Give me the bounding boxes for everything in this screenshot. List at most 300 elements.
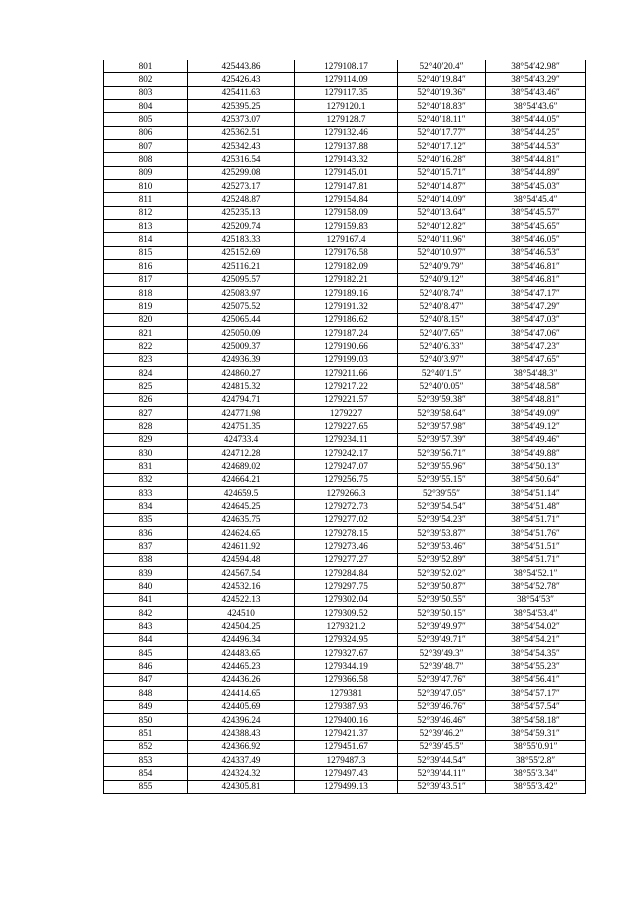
latitude-cell: 52°40′11.96″ bbox=[398, 233, 486, 246]
point-number-cell: 847 bbox=[104, 673, 188, 686]
point-number-cell: 852 bbox=[104, 740, 188, 753]
longitude-cell: 38°54′52.1″ bbox=[486, 567, 586, 580]
point-number-cell: 803 bbox=[104, 86, 188, 99]
y-coordinate-cell: 1279227.65 bbox=[295, 420, 398, 433]
longitude-cell: 38°54′54.21″ bbox=[486, 633, 586, 646]
latitude-cell: 52°40′18.83″ bbox=[398, 100, 486, 113]
table-row bbox=[104, 500, 586, 513]
latitude-cell: 52°40′9.12″ bbox=[398, 273, 486, 286]
y-coordinate-cell: 1279167.4 bbox=[295, 233, 398, 246]
longitude-cell: 38°54′51.71″ bbox=[486, 513, 586, 526]
longitude-cell: 38°54′57.17″ bbox=[486, 687, 586, 700]
point-number-cell: 839 bbox=[104, 567, 188, 580]
x-coordinate-cell: 425411.63 bbox=[188, 86, 295, 99]
y-coordinate-cell: 1279266.3 bbox=[295, 487, 398, 500]
latitude-cell: 52°39′57.39″ bbox=[398, 433, 486, 446]
table-row bbox=[104, 73, 586, 86]
x-coordinate-cell: 424436.26 bbox=[188, 673, 295, 686]
y-coordinate-cell: 1279366.58 bbox=[295, 673, 398, 686]
latitude-cell: 52°40′19.36″ bbox=[398, 86, 486, 99]
x-coordinate-cell: 424815.32 bbox=[188, 380, 295, 393]
latitude-cell: 52°40′6.33″ bbox=[398, 340, 486, 353]
longitude-cell: 38°54′50.64″ bbox=[486, 473, 586, 486]
point-number-cell: 825 bbox=[104, 380, 188, 393]
longitude-cell: 38°54′52.78″ bbox=[486, 580, 586, 593]
longitude-cell: 38°54′47.65″ bbox=[486, 353, 586, 366]
longitude-cell: 38°54′45.57″ bbox=[486, 206, 586, 219]
point-number-cell: 834 bbox=[104, 500, 188, 513]
longitude-cell: 38°54′45.03″ bbox=[486, 180, 586, 193]
table-row bbox=[104, 86, 586, 99]
y-coordinate-cell: 1279191.32 bbox=[295, 300, 398, 313]
x-coordinate-cell: 425083.97 bbox=[188, 286, 295, 299]
table-row bbox=[104, 420, 586, 433]
x-coordinate-cell: 425426.43 bbox=[188, 73, 295, 86]
y-coordinate-cell: 1279273.46 bbox=[295, 540, 398, 553]
y-coordinate-cell: 1279132.46 bbox=[295, 126, 398, 139]
table-row bbox=[104, 366, 586, 379]
point-number-cell: 830 bbox=[104, 446, 188, 459]
longitude-cell: 38°54′42.98″ bbox=[486, 60, 586, 73]
table-row bbox=[104, 126, 586, 139]
longitude-cell: 38°54′45.4″ bbox=[486, 193, 586, 206]
point-number-cell: 823 bbox=[104, 353, 188, 366]
longitude-cell: 38°55′3.34″ bbox=[486, 767, 586, 780]
x-coordinate-cell: 424860.27 bbox=[188, 366, 295, 379]
point-number-cell: 845 bbox=[104, 647, 188, 660]
y-coordinate-cell: 1279242.17 bbox=[295, 446, 398, 459]
latitude-cell: 52°39′47.76″ bbox=[398, 673, 486, 686]
latitude-cell: 52°40′20.4″ bbox=[398, 60, 486, 73]
y-coordinate-cell: 1279108.17 bbox=[295, 60, 398, 73]
point-number-cell: 820 bbox=[104, 313, 188, 326]
coordinates-table bbox=[103, 60, 586, 794]
longitude-cell: 38°54′51.76″ bbox=[486, 527, 586, 540]
x-coordinate-cell: 425273.17 bbox=[188, 180, 295, 193]
x-coordinate-cell: 424366.92 bbox=[188, 740, 295, 753]
y-coordinate-cell: 1279234.11 bbox=[295, 433, 398, 446]
table-row bbox=[104, 246, 586, 259]
longitude-cell: 38°54′47.06″ bbox=[486, 326, 586, 339]
y-coordinate-cell: 1279284.84 bbox=[295, 567, 398, 580]
x-coordinate-cell: 424388.43 bbox=[188, 727, 295, 740]
point-number-cell: 816 bbox=[104, 260, 188, 273]
y-coordinate-cell: 1279451.67 bbox=[295, 740, 398, 753]
table-row bbox=[104, 673, 586, 686]
y-coordinate-cell: 1279182.21 bbox=[295, 273, 398, 286]
y-coordinate-cell: 1279400.16 bbox=[295, 713, 398, 726]
point-number-cell: 827 bbox=[104, 406, 188, 419]
x-coordinate-cell: 424483.65 bbox=[188, 647, 295, 660]
x-coordinate-cell: 425395.25 bbox=[188, 100, 295, 113]
latitude-cell: 52°40′12.82″ bbox=[398, 220, 486, 233]
latitude-cell: 52°40′14.87″ bbox=[398, 180, 486, 193]
table-row bbox=[104, 700, 586, 713]
x-coordinate-cell: 425009.37 bbox=[188, 340, 295, 353]
table-row bbox=[104, 740, 586, 753]
longitude-cell: 38°54′44.05″ bbox=[486, 113, 586, 126]
x-coordinate-cell: 424771.98 bbox=[188, 406, 295, 419]
point-number-cell: 817 bbox=[104, 273, 188, 286]
x-coordinate-cell: 425235.13 bbox=[188, 206, 295, 219]
y-coordinate-cell: 1279176.58 bbox=[295, 246, 398, 259]
x-coordinate-cell: 424611.92 bbox=[188, 540, 295, 553]
y-coordinate-cell: 1279217.22 bbox=[295, 380, 398, 393]
y-coordinate-cell: 1279211.66 bbox=[295, 366, 398, 379]
latitude-cell: 52°40′3.97″ bbox=[398, 353, 486, 366]
point-number-cell: 846 bbox=[104, 660, 188, 673]
latitude-cell: 52°40′8.15″ bbox=[398, 313, 486, 326]
point-number-cell: 832 bbox=[104, 473, 188, 486]
longitude-cell: 38°54′46.53″ bbox=[486, 246, 586, 259]
latitude-cell: 52°39′52.02″ bbox=[398, 567, 486, 580]
table-row bbox=[104, 300, 586, 313]
x-coordinate-cell: 424751.35 bbox=[188, 420, 295, 433]
y-coordinate-cell: 1279154.84 bbox=[295, 193, 398, 206]
latitude-cell: 52°40′16.28″ bbox=[398, 153, 486, 166]
table-row bbox=[104, 380, 586, 393]
table-row bbox=[104, 166, 586, 179]
latitude-cell: 52°40′17.77″ bbox=[398, 126, 486, 139]
table-row bbox=[104, 433, 586, 446]
latitude-cell: 52°39′55.96″ bbox=[398, 460, 486, 473]
longitude-cell: 38°54′49.12″ bbox=[486, 420, 586, 433]
table-body bbox=[104, 60, 586, 793]
x-coordinate-cell: 424794.71 bbox=[188, 393, 295, 406]
longitude-cell: 38°54′50.13″ bbox=[486, 460, 586, 473]
y-coordinate-cell: 1279159.83 bbox=[295, 220, 398, 233]
longitude-cell: 38°54′43.46″ bbox=[486, 86, 586, 99]
longitude-cell: 38°54′54.02″ bbox=[486, 620, 586, 633]
longitude-cell: 38°54′56.41″ bbox=[486, 673, 586, 686]
x-coordinate-cell: 425443.86 bbox=[188, 60, 295, 73]
point-number-cell: 843 bbox=[104, 620, 188, 633]
point-number-cell: 851 bbox=[104, 727, 188, 740]
y-coordinate-cell: 1279117.35 bbox=[295, 86, 398, 99]
latitude-cell: 52°40′9.79″ bbox=[398, 260, 486, 273]
point-number-cell: 815 bbox=[104, 246, 188, 259]
longitude-cell: 38°54′53″ bbox=[486, 593, 586, 606]
latitude-cell: 52°39′56.71″ bbox=[398, 446, 486, 459]
x-coordinate-cell: 425316.54 bbox=[188, 153, 295, 166]
x-coordinate-cell: 425342.43 bbox=[188, 140, 295, 153]
latitude-cell: 52°39′59.38″ bbox=[398, 393, 486, 406]
longitude-cell: 38°54′47.29″ bbox=[486, 300, 586, 313]
y-coordinate-cell: 1279497.43 bbox=[295, 767, 398, 780]
table-row bbox=[104, 687, 586, 700]
x-coordinate-cell: 425248.87 bbox=[188, 193, 295, 206]
x-coordinate-cell: 424405.69 bbox=[188, 700, 295, 713]
x-coordinate-cell: 424936.39 bbox=[188, 353, 295, 366]
x-coordinate-cell: 425065.44 bbox=[188, 313, 295, 326]
table-row bbox=[104, 60, 586, 73]
point-number-cell: 801 bbox=[104, 60, 188, 73]
x-coordinate-cell: 424733.4 bbox=[188, 433, 295, 446]
y-coordinate-cell: 1279199.03 bbox=[295, 353, 398, 366]
latitude-cell: 52°40′18.11″ bbox=[398, 113, 486, 126]
point-number-cell: 813 bbox=[104, 220, 188, 233]
y-coordinate-cell: 1279487.3 bbox=[295, 753, 398, 766]
x-coordinate-cell: 424522.13 bbox=[188, 593, 295, 606]
point-number-cell: 829 bbox=[104, 433, 188, 446]
x-coordinate-cell: 424594.48 bbox=[188, 553, 295, 566]
longitude-cell: 38°54′53.4″ bbox=[486, 607, 586, 620]
point-number-cell: 833 bbox=[104, 487, 188, 500]
point-number-cell: 848 bbox=[104, 687, 188, 700]
longitude-cell: 38°54′44.81″ bbox=[486, 153, 586, 166]
longitude-cell: 38°54′51.71″ bbox=[486, 553, 586, 566]
x-coordinate-cell: 424337.49 bbox=[188, 753, 295, 766]
table-row bbox=[104, 727, 586, 740]
table-row bbox=[104, 260, 586, 273]
latitude-cell: 52°40′0.05″ bbox=[398, 380, 486, 393]
point-number-cell: 824 bbox=[104, 366, 188, 379]
table-row bbox=[104, 647, 586, 660]
table-row bbox=[104, 593, 586, 606]
table-row bbox=[104, 406, 586, 419]
table-row bbox=[104, 153, 586, 166]
x-coordinate-cell: 424305.81 bbox=[188, 780, 295, 793]
y-coordinate-cell: 1279381 bbox=[295, 687, 398, 700]
y-coordinate-cell: 1279221.57 bbox=[295, 393, 398, 406]
point-number-cell: 826 bbox=[104, 393, 188, 406]
y-coordinate-cell: 1279421.37 bbox=[295, 727, 398, 740]
point-number-cell: 838 bbox=[104, 553, 188, 566]
point-number-cell: 849 bbox=[104, 700, 188, 713]
point-number-cell: 819 bbox=[104, 300, 188, 313]
y-coordinate-cell: 1279309.52 bbox=[295, 607, 398, 620]
x-coordinate-cell: 424689.02 bbox=[188, 460, 295, 473]
table-row bbox=[104, 113, 586, 126]
x-coordinate-cell: 424659.5 bbox=[188, 487, 295, 500]
point-number-cell: 812 bbox=[104, 206, 188, 219]
point-number-cell: 808 bbox=[104, 153, 188, 166]
longitude-cell: 38°54′44.53″ bbox=[486, 140, 586, 153]
latitude-cell: 52°39′46.76″ bbox=[398, 700, 486, 713]
x-coordinate-cell: 424324.32 bbox=[188, 767, 295, 780]
table-row bbox=[104, 553, 586, 566]
longitude-cell: 38°54′49.09″ bbox=[486, 406, 586, 419]
point-number-cell: 809 bbox=[104, 166, 188, 179]
y-coordinate-cell: 1279324.95 bbox=[295, 633, 398, 646]
longitude-cell: 38°54′44.89″ bbox=[486, 166, 586, 179]
point-number-cell: 821 bbox=[104, 326, 188, 339]
latitude-cell: 52°39′50.87″ bbox=[398, 580, 486, 593]
y-coordinate-cell: 1279302.04 bbox=[295, 593, 398, 606]
point-number-cell: 806 bbox=[104, 126, 188, 139]
longitude-cell: 38°54′58.18″ bbox=[486, 713, 586, 726]
x-coordinate-cell: 424396.24 bbox=[188, 713, 295, 726]
y-coordinate-cell: 1279499.13 bbox=[295, 780, 398, 793]
latitude-cell: 52°40′13.64″ bbox=[398, 206, 486, 219]
point-number-cell: 853 bbox=[104, 753, 188, 766]
y-coordinate-cell: 1279387.93 bbox=[295, 700, 398, 713]
latitude-cell: 52°39′49.97″ bbox=[398, 620, 486, 633]
latitude-cell: 52°39′57.98″ bbox=[398, 420, 486, 433]
y-coordinate-cell: 1279114.09 bbox=[295, 73, 398, 86]
x-coordinate-cell: 424496.34 bbox=[188, 633, 295, 646]
latitude-cell: 52°39′48.7″ bbox=[398, 660, 486, 673]
longitude-cell: 38°54′46.05″ bbox=[486, 233, 586, 246]
longitude-cell: 38°54′48.3″ bbox=[486, 366, 586, 379]
longitude-cell: 38°54′43.6″ bbox=[486, 100, 586, 113]
table-row bbox=[104, 580, 586, 593]
x-coordinate-cell: 425362.51 bbox=[188, 126, 295, 139]
x-coordinate-cell: 424414.65 bbox=[188, 687, 295, 700]
y-coordinate-cell: 1279189.16 bbox=[295, 286, 398, 299]
latitude-cell: 52°39′44.54″ bbox=[398, 753, 486, 766]
x-coordinate-cell: 425373.07 bbox=[188, 113, 295, 126]
table-row bbox=[104, 206, 586, 219]
point-number-cell: 810 bbox=[104, 180, 188, 193]
table-row bbox=[104, 446, 586, 459]
latitude-cell: 52°40′14.09″ bbox=[398, 193, 486, 206]
x-coordinate-cell: 424664.21 bbox=[188, 473, 295, 486]
table-row bbox=[104, 313, 586, 326]
latitude-cell: 52°39′50.15″ bbox=[398, 607, 486, 620]
x-coordinate-cell: 425116.21 bbox=[188, 260, 295, 273]
longitude-cell: 38°54′47.17″ bbox=[486, 286, 586, 299]
longitude-cell: 38°54′51.48″ bbox=[486, 500, 586, 513]
point-number-cell: 807 bbox=[104, 140, 188, 153]
y-coordinate-cell: 1279256.75 bbox=[295, 473, 398, 486]
table-row bbox=[104, 620, 586, 633]
table-row bbox=[104, 473, 586, 486]
point-number-cell: 841 bbox=[104, 593, 188, 606]
table-row bbox=[104, 340, 586, 353]
point-number-cell: 837 bbox=[104, 540, 188, 553]
longitude-cell: 38°54′57.54″ bbox=[486, 700, 586, 713]
y-coordinate-cell: 1279182.09 bbox=[295, 260, 398, 273]
table-row bbox=[104, 767, 586, 780]
y-coordinate-cell: 1279190.66 bbox=[295, 340, 398, 353]
y-coordinate-cell: 1279272.73 bbox=[295, 500, 398, 513]
x-coordinate-cell: 424504.25 bbox=[188, 620, 295, 633]
latitude-cell: 52°39′49.3″ bbox=[398, 647, 486, 660]
latitude-cell: 52°40′10.97″ bbox=[398, 246, 486, 259]
latitude-cell: 52°39′53.46″ bbox=[398, 540, 486, 553]
table-row bbox=[104, 393, 586, 406]
point-number-cell: 814 bbox=[104, 233, 188, 246]
y-coordinate-cell: 1279137.88 bbox=[295, 140, 398, 153]
longitude-cell: 38°54′54.35″ bbox=[486, 647, 586, 660]
point-number-cell: 805 bbox=[104, 113, 188, 126]
y-coordinate-cell: 1279327.67 bbox=[295, 647, 398, 660]
point-number-cell: 836 bbox=[104, 527, 188, 540]
point-number-cell: 855 bbox=[104, 780, 188, 793]
latitude-cell: 52°40′15.71″ bbox=[398, 166, 486, 179]
y-coordinate-cell: 1279128.7 bbox=[295, 113, 398, 126]
table-row bbox=[104, 633, 586, 646]
table-row bbox=[104, 353, 586, 366]
latitude-cell: 52°39′46.46″ bbox=[398, 713, 486, 726]
longitude-cell: 38°54′51.51″ bbox=[486, 540, 586, 553]
x-coordinate-cell: 424510 bbox=[188, 607, 295, 620]
table-row bbox=[104, 660, 586, 673]
y-coordinate-cell: 1279145.01 bbox=[295, 166, 398, 179]
table-row bbox=[104, 753, 586, 766]
latitude-cell: 52°39′45.5″ bbox=[398, 740, 486, 753]
y-coordinate-cell: 1279278.15 bbox=[295, 527, 398, 540]
table-row bbox=[104, 527, 586, 540]
longitude-cell: 38°54′59.31″ bbox=[486, 727, 586, 740]
longitude-cell: 38°54′48.81″ bbox=[486, 393, 586, 406]
latitude-cell: 52°40′8.47″ bbox=[398, 300, 486, 313]
longitude-cell: 38°54′55.23″ bbox=[486, 660, 586, 673]
table-row bbox=[104, 193, 586, 206]
point-number-cell: 844 bbox=[104, 633, 188, 646]
x-coordinate-cell: 425299.08 bbox=[188, 166, 295, 179]
table-row bbox=[104, 540, 586, 553]
table-row bbox=[104, 286, 586, 299]
point-number-cell: 828 bbox=[104, 420, 188, 433]
longitude-cell: 38°55′0.91″ bbox=[486, 740, 586, 753]
point-number-cell: 811 bbox=[104, 193, 188, 206]
table-row bbox=[104, 607, 586, 620]
x-coordinate-cell: 425183.33 bbox=[188, 233, 295, 246]
longitude-cell: 38°54′46.81″ bbox=[486, 273, 586, 286]
table-row bbox=[104, 273, 586, 286]
y-coordinate-cell: 1279277.27 bbox=[295, 553, 398, 566]
latitude-cell: 52°39′54.23″ bbox=[398, 513, 486, 526]
table-row bbox=[104, 713, 586, 726]
latitude-cell: 52°39′49.71″ bbox=[398, 633, 486, 646]
table-row bbox=[104, 140, 586, 153]
point-number-cell: 840 bbox=[104, 580, 188, 593]
latitude-cell: 52°40′19.84″ bbox=[398, 73, 486, 86]
latitude-cell: 52°39′54.54″ bbox=[398, 500, 486, 513]
table-row bbox=[104, 487, 586, 500]
y-coordinate-cell: 1279187.24 bbox=[295, 326, 398, 339]
y-coordinate-cell: 1279247.07 bbox=[295, 460, 398, 473]
y-coordinate-cell: 1279227 bbox=[295, 406, 398, 419]
table-row bbox=[104, 220, 586, 233]
x-coordinate-cell: 424635.75 bbox=[188, 513, 295, 526]
latitude-cell: 52°40′8.74″ bbox=[398, 286, 486, 299]
latitude-cell: 52°39′58.64″ bbox=[398, 406, 486, 419]
x-coordinate-cell: 424465.23 bbox=[188, 660, 295, 673]
table-row bbox=[104, 567, 586, 580]
x-coordinate-cell: 425075.52 bbox=[188, 300, 295, 313]
table-row bbox=[104, 180, 586, 193]
latitude-cell: 52°39′50.55″ bbox=[398, 593, 486, 606]
table-row bbox=[104, 460, 586, 473]
y-coordinate-cell: 1279321.2 bbox=[295, 620, 398, 633]
table-row bbox=[104, 780, 586, 793]
latitude-cell: 52°40′7.65″ bbox=[398, 326, 486, 339]
longitude-cell: 38°54′43.29″ bbox=[486, 73, 586, 86]
y-coordinate-cell: 1279147.81 bbox=[295, 180, 398, 193]
y-coordinate-cell: 1279277.02 bbox=[295, 513, 398, 526]
x-coordinate-cell: 425095.57 bbox=[188, 273, 295, 286]
y-coordinate-cell: 1279344.19 bbox=[295, 660, 398, 673]
table-row bbox=[104, 233, 586, 246]
x-coordinate-cell: 424532.16 bbox=[188, 580, 295, 593]
latitude-cell: 52°39′55.15″ bbox=[398, 473, 486, 486]
latitude-cell: 52°39′43.51″ bbox=[398, 780, 486, 793]
longitude-cell: 38°54′51.14″ bbox=[486, 487, 586, 500]
point-number-cell: 822 bbox=[104, 340, 188, 353]
x-coordinate-cell: 425209.74 bbox=[188, 220, 295, 233]
point-number-cell: 818 bbox=[104, 286, 188, 299]
x-coordinate-cell: 425050.09 bbox=[188, 326, 295, 339]
table-row bbox=[104, 513, 586, 526]
longitude-cell: 38°54′49.46″ bbox=[486, 433, 586, 446]
point-number-cell: 831 bbox=[104, 460, 188, 473]
point-number-cell: 802 bbox=[104, 73, 188, 86]
table-row bbox=[104, 100, 586, 113]
longitude-cell: 38°54′48.58″ bbox=[486, 380, 586, 393]
